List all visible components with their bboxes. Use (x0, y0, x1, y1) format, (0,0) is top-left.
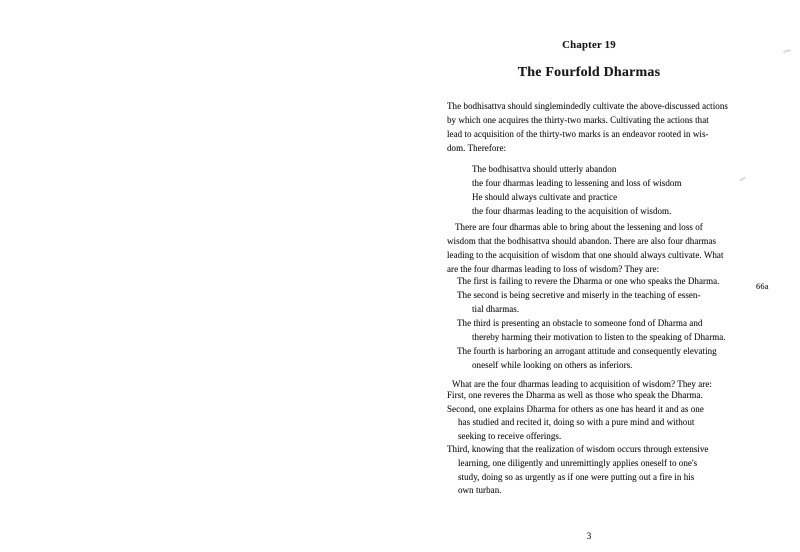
text-line: seeking to receive offerings. (458, 430, 562, 441)
scan-artifact (739, 176, 746, 181)
list-item (447, 344, 731, 372)
verse-line: the four dharmas leading to lessening and loss of wisdom (472, 178, 682, 188)
text-line: are the four dharmas leading to loss of wisdom? They are: (447, 264, 660, 274)
text-line: learning, one diligently and unremittingly applies oneself to one's (458, 457, 698, 468)
loss-of-wisdom-paragraph (447, 220, 731, 276)
text-line: study, doing so as urgently as if one were putting out a fire in his (458, 471, 695, 482)
text-line: lead to acquisition of the thirty-two marks is an endeavor rooted in wis- (447, 129, 709, 139)
verse-line: He should always cultivate and practice (472, 192, 618, 202)
verse-line: The bodhisattva should utterly abandon (472, 164, 617, 174)
text-line: Second, one explains Dharma for others as one has heard it and as one (447, 403, 704, 414)
list-item (447, 389, 731, 403)
text-line: tial dharmas. (472, 304, 520, 314)
acquisition-dharmas-list (447, 389, 731, 498)
scan-artifact (783, 49, 791, 52)
text-line: The first is failing to revere the Dharma or one who speaks the Dharma. (457, 276, 720, 286)
list-item (447, 316, 731, 344)
text-line: thereby harming their motivation to listen to the speaking of Dharma. (472, 332, 726, 342)
chapter-label: Chapter 19 (562, 39, 616, 51)
text-line: There are four dharmas able to bring about the lessening and loss of (455, 222, 703, 232)
text-line: First, one reveres the Dharma as well as those who speak the Dharma. (447, 390, 703, 400)
text-line: dom. Therefore: (447, 143, 507, 153)
text-line: leading to the acquisition of wisdom that one should always cultivate. What (447, 250, 724, 260)
text-line: by which one acquires the thirty-two marks. Cultivating the actions that (447, 115, 709, 125)
list-item (447, 288, 731, 316)
text-line: The bodhisattva should singlemindedly cultivate the above-discussed actions (447, 101, 728, 111)
text-line: The second is being secretive and miserly in the teaching of essen- (457, 290, 701, 300)
verse-line: the four dharmas leading to the acquisition of wisdom. (472, 206, 672, 216)
text-line: has studied and recited it, doing so with a pure mind and without (458, 417, 695, 428)
list-item (447, 443, 731, 497)
text-line: own turban. (458, 485, 502, 496)
loss-dharmas-list (447, 274, 731, 372)
text-line: The fourth is harboring an arrogant attitude and consequently elevating (457, 346, 717, 356)
intro-paragraph (447, 99, 731, 155)
page-number: 3 (586, 531, 592, 541)
text-line: oneself while looking on others as inferiors. (472, 360, 633, 370)
chapter-title: The Fourfold Dharmas (517, 65, 661, 80)
folio-margin-note: 66a (756, 282, 769, 291)
list-item (447, 403, 731, 444)
verse-block (472, 162, 731, 218)
text-line: What are the four dharmas leading to acquisition of wisdom? They are: (452, 379, 712, 389)
text-line: wisdom that the bodhisattva should abandon. There are also four dharmas (447, 236, 717, 246)
text-line: Third, knowing that the realization of wisdom occurs through extensive (447, 444, 709, 455)
text-line: The third is presenting an obstacle to someone fond of Dharma and (457, 318, 703, 328)
list-item (447, 274, 731, 288)
